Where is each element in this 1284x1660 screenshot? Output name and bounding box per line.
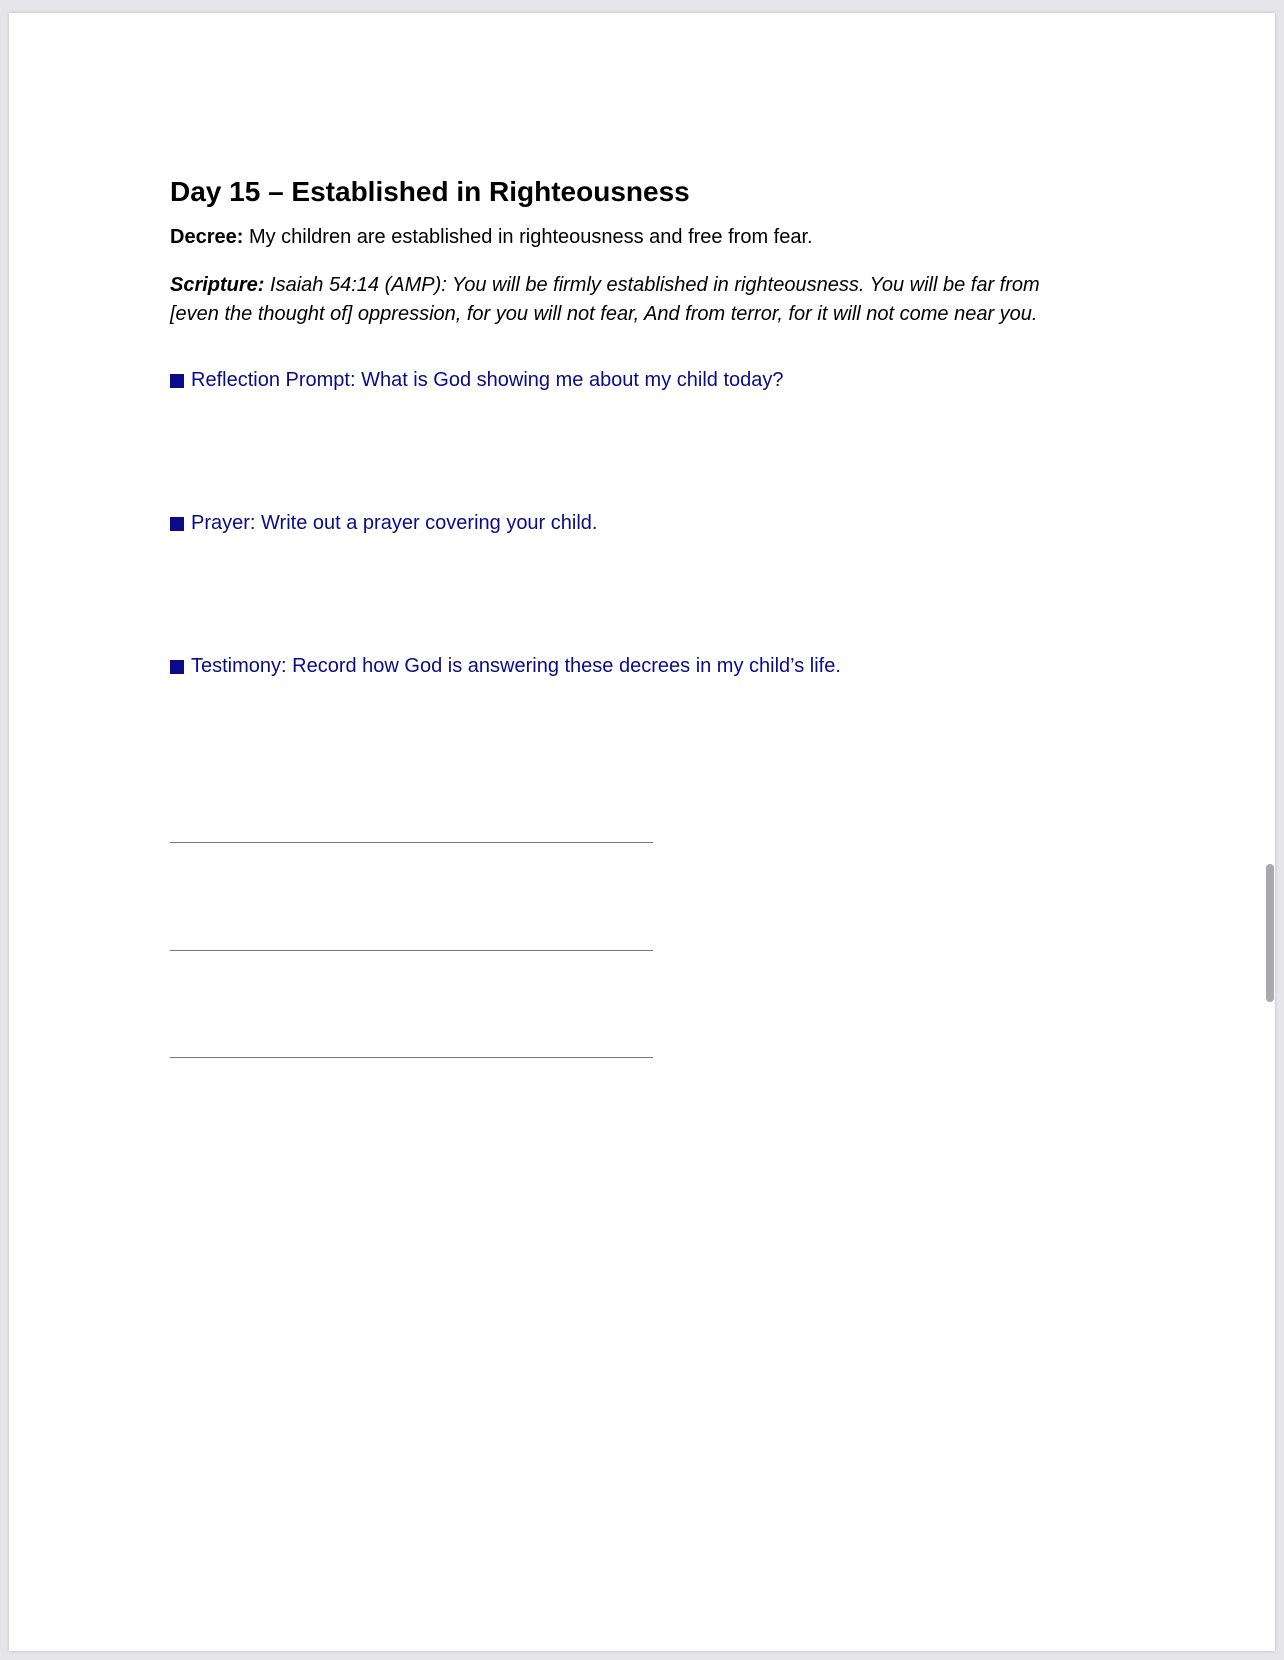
scripture-label: Scripture: bbox=[170, 274, 265, 296]
writing-line bbox=[170, 842, 653, 843]
writing-line bbox=[170, 1057, 653, 1058]
square-bullet-icon bbox=[170, 660, 184, 674]
reflection-prompt-text: Reflection Prompt: What is God showing me about my child today? bbox=[191, 369, 784, 391]
scripture-paragraph bbox=[170, 271, 1090, 329]
decree-paragraph bbox=[170, 226, 813, 249]
decree-label: Decree: bbox=[170, 226, 244, 248]
vertical-scrollbar[interactable] bbox=[1266, 864, 1274, 1002]
testimony-prompt bbox=[170, 655, 841, 678]
square-bullet-icon bbox=[170, 517, 184, 531]
document-page bbox=[9, 13, 1275, 1651]
prayer-prompt bbox=[170, 512, 597, 535]
square-bullet-icon bbox=[170, 374, 184, 388]
page-title: Day 15 – Established in Righteousness bbox=[170, 176, 690, 207]
writing-line bbox=[170, 950, 653, 951]
testimony-prompt-text: Testimony: Record how God is answering these decrees in my child’s life. bbox=[191, 655, 841, 677]
decree-text: My children are established in righteousness and free from fear. bbox=[248, 226, 813, 248]
scripture-text: Isaiah 54:14 (AMP): You will be firmly established in righteousness. You will be far from [even the thought of] oppression, for you will not fear, And from terror, for it will not come near you. bbox=[170, 274, 1040, 325]
prayer-prompt-text: Prayer: Write out a prayer covering your child. bbox=[191, 512, 598, 534]
reflection-prompt bbox=[170, 369, 784, 392]
